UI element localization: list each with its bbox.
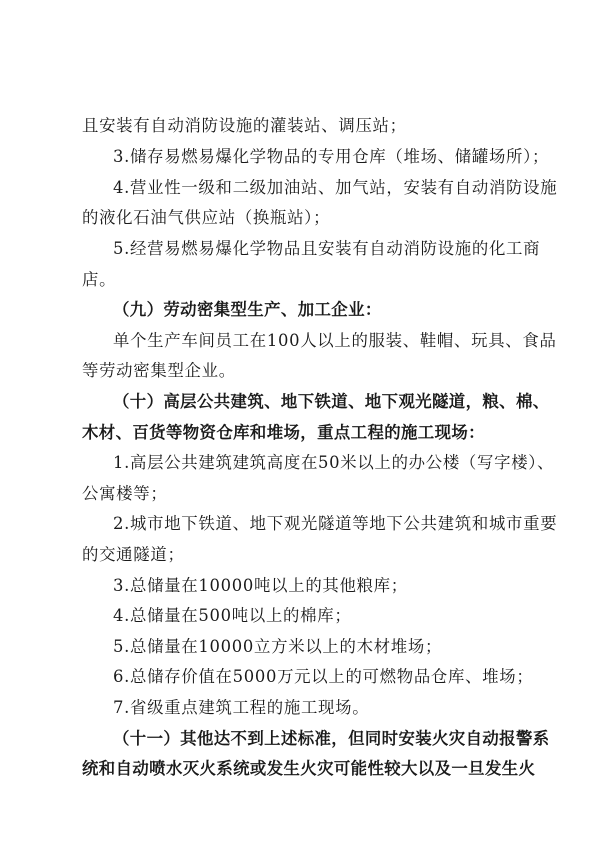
text-line-16: 3.总储量在10000吨以上的其他粮库； xyxy=(113,576,408,595)
text-line-2: 3.储存易燃易爆化学物品的专用仓库（堆场、储罐场所）； xyxy=(113,147,550,166)
section-heading-9: （九）劳动密集型生产、加工企业： xyxy=(113,300,382,319)
text-line-4: 的液化石油气供应站（换瓶站）； xyxy=(82,208,331,227)
text-line-8: 单个生产车间员工在100人以上的服装、鞋帽、玩具、食品 xyxy=(113,331,557,350)
text-line-9: 等劳动密集型企业。 xyxy=(82,361,236,380)
text-line-14: 2.城市地下铁道、地下观光隧道等地下公共建筑和城市重要 xyxy=(113,514,558,533)
text-line-1: 且安装有自动消防设施的灌装站、调压站； xyxy=(82,116,407,135)
text-line-13: 公寓楼等； xyxy=(82,484,168,503)
section-heading-10-cont: 木材、百货等物资仓库和堆场，重点工程的施工现场： xyxy=(82,423,485,442)
text-line-19: 6.总储存价值在5000万元以上的可燃物品仓库、堆场； xyxy=(113,667,534,686)
text-line-17: 4.总储量在500吨以上的棉库； xyxy=(113,606,352,625)
section-heading-11-cont: 统和自动喷水灭火系统或发生火灾可能性较大以及一旦发生火 xyxy=(82,759,536,778)
section-heading-10: （十）高层公共建筑、地下铁道、地下观光隧道，粮、棉、 xyxy=(113,392,550,411)
text-line-18: 5.总储量在10000立方米以上的木材堆场； xyxy=(113,637,443,656)
text-line-5: 5.经营易燃易爆化学物品且安装有自动消防设施的化工商 xyxy=(113,239,541,258)
text-line-20: 7.省级重点建筑工程的施工现场。 xyxy=(113,698,370,717)
text-line-12: 1.高层公共建筑建筑高度在50米以上的办公楼（写字楼）、 xyxy=(113,453,555,472)
text-line-15: 的交通隧道； xyxy=(82,545,185,564)
text-line-3: 4.营业性一级和二级加油站、加气站，安装有自动消防设施 xyxy=(113,178,558,197)
section-heading-11: （十一）其他达不到上述标准，但同时安装火灾自动报警系 xyxy=(113,729,550,748)
text-line-6: 店。 xyxy=(82,270,117,289)
